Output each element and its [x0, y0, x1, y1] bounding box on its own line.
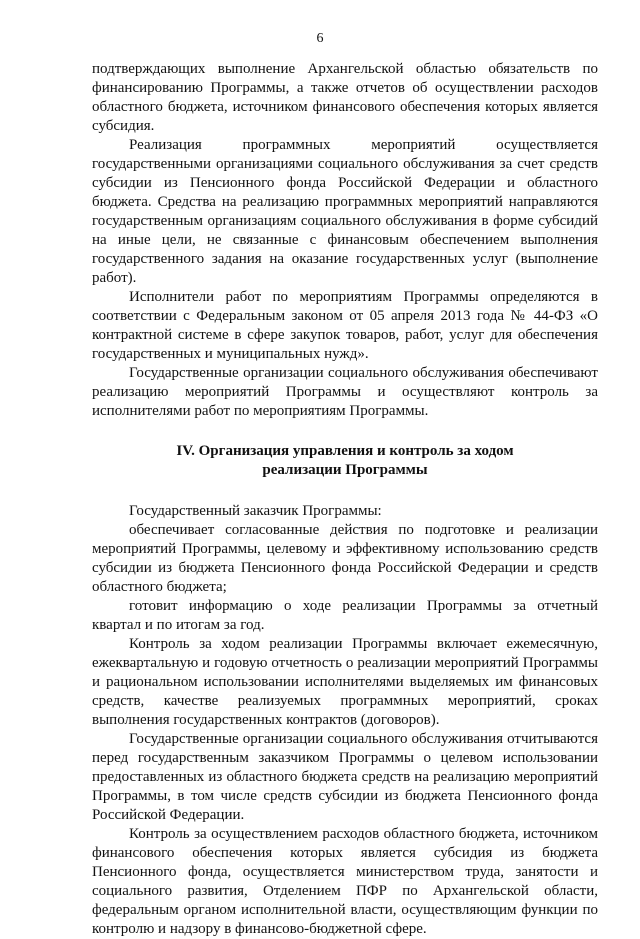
paragraph-ensures: обеспечивает согласованные действия по подготовке и реализации мероприятий Программы, целевому и эффективному использованию средств субсидии из бюджета Пенсионного фонда Российской Федерации и средств областного бюджета; — [92, 522, 598, 595]
document-body — [92, 60, 598, 939]
paragraph-implementation: Реализация программных мероприятий осуществляется государственными организациями социального обслуживания за счет средств субсидии из Пенсионного фонда Российской Федерации и областного бюджета. Средства на реализацию программных мероприятий направляются государственным организациям социального обслуживания в форме субсидий на иные цели, не связанные с финансовым обеспечением выполнения государственного задания на оказание государственных услуг (выполнение работ). — [92, 137, 598, 286]
paragraph-executors: Исполнители работ по мероприятиям Программы определяются в соответствии с Федеральным законом от 05 апреля 2013 года № 44-ФЗ «О контрактной системе в сфере закупок товаров, работ, услуг для обеспечения государственных и муниципальных нужд». — [92, 289, 598, 362]
section-heading — [92, 442, 598, 480]
paragraph-organizations-report: Государственные организации социального обслуживания отчитываются перед государственным заказчиком Программы о целевом использовании предоставленных из областного бюджета средств на реализацию мероприятий Программы, в том числе средств субсидии из бюджета Пенсионного фонда Российской Федерации. — [92, 731, 598, 823]
section-heading-line-2: реализации Программы — [262, 462, 428, 478]
spacer — [92, 480, 598, 502]
spacer — [92, 421, 598, 442]
paragraph-control-includes: Контроль за ходом реализации Программы включает ежемесячную, ежеквартальную и годовую отчетность о реализации мероприятий Программы и рациональном использовании исполнителями выделяемых им финансовых средств, качестве реализуемых программных мероприятий, сроках выполнения государственных контрактов (договоров). — [92, 636, 598, 728]
paragraph-customer: Государственный заказчик Программы: — [129, 503, 382, 519]
paragraph-organizations: Государственные организации социального обслуживания обеспечивают реализацию мероприятий Программы и осуществляют контроль за исполнителями работ по мероприятиям Программы. — [92, 365, 598, 419]
section-heading-line-1: IV. Организация управления и контроль за ходом — [176, 443, 514, 459]
paragraph-continuation: подтверждающих выполнение Архангельской областью обязательств по финансированию Программы, а также отчетов об осуществлении расходов областного бюджета, источником финансового обеспечения которых является субсидия. — [92, 61, 598, 134]
paragraph-reports: готовит информацию о ходе реализации Программы за отчетный квартал и по итогам за год. — [92, 598, 598, 633]
page-number: 6 — [316, 31, 324, 46]
paragraph-expense-control: Контроль за осуществлением расходов областного бюджета, источником финансового обеспечения которых является субсидия из бюджета Пенсионного фонда, осуществляется министерством труда, занятости и социального развития, Отделением ПФР по Архангельской области, федеральным органом исполнительной власти, осуществляющим функции по контролю и надзору в финансово-бюджетной сфере. — [92, 826, 598, 937]
